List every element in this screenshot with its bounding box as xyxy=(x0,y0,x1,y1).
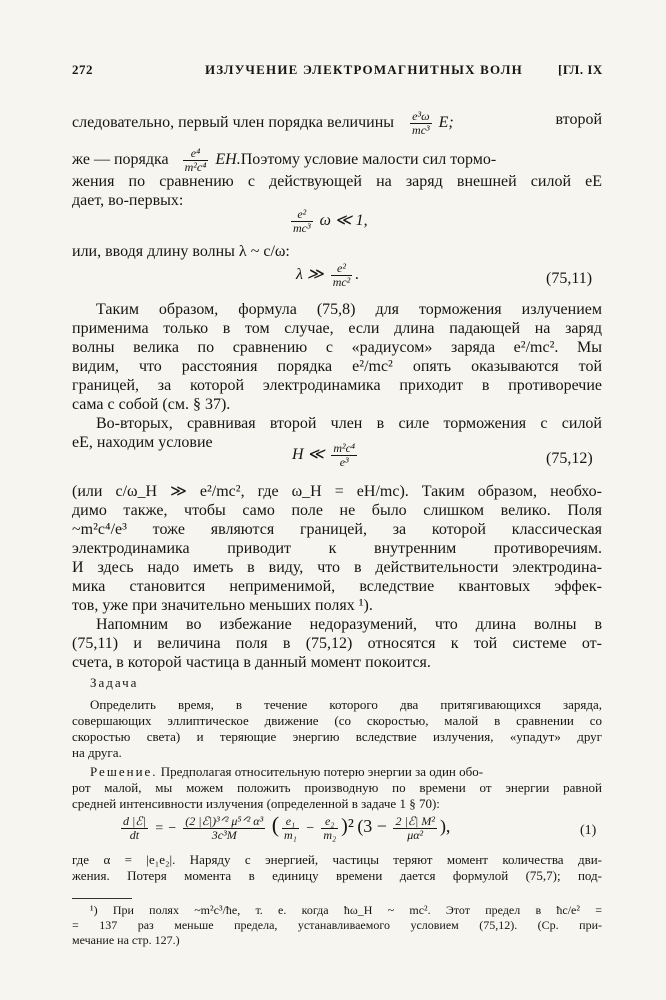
equation-number: (1) xyxy=(580,823,597,838)
text-line: следовательно, первый член порядка величины $\frac{\text{e³ω}}{\text{mc³}}$ E; второй xyxy=(72,109,602,137)
text-line: сама с собой (см. § 37). xyxy=(72,396,231,413)
problem-line: на друга. xyxy=(72,745,122,760)
problem-line: совершающих эллиптическое движение (со скоростью, малой в сравнении со xyxy=(72,713,602,728)
text-line: (75,11) и величина поля в (75,12) относятся к той системе от- xyxy=(72,635,602,652)
solution-line: средней интенсивности излучения (определенной в задаче 1 § 70): xyxy=(72,796,440,811)
equation-number: (75,12) xyxy=(546,450,593,467)
solution-line: рот малой, мы можем положить производную по времени от энергии равной xyxy=(72,780,602,795)
text-line: Напомним во избежание недоразумений, что длина волны в xyxy=(96,616,602,633)
text-line: применима только в том случае, если длина падающей на заряд xyxy=(72,320,602,337)
problem-line: Определить время, в течение которого два притягивающихся заряда, xyxy=(90,697,602,712)
text-line: же — порядка $\frac{\text{e⁴}}{\text{m²c⁴}}$ EH.Поэтому условие малости сил тормо- xyxy=(72,146,497,174)
text-line: дает, во-первых: xyxy=(72,192,184,209)
equation-75-12: H ≪ $\frac{\text{m²c⁴}}{\text{e³}}$ xyxy=(292,441,356,469)
text-line: eE, находим условие xyxy=(72,434,213,451)
running-title: ИЗЛУЧЕНИЕ ЭЛЕКТРОМАГНИТНЫХ ВОЛН xyxy=(205,62,523,77)
equation-condition-1: $\frac{\text{e²}}{\text{mc³}}$ ω ≪ 1, xyxy=(293,207,368,235)
text-line: электродинамика приводит к внутренним противоречиям. xyxy=(72,540,602,557)
text-line: границей, за которой электродинамика приходит в противоречие xyxy=(72,377,602,394)
text-line: Во-вторых, сравнивая второй член в силе торможения с силой xyxy=(96,415,602,432)
fraction: $\frac{\text{e⁴}}{\text{m²c⁴}}$ xyxy=(184,146,207,174)
footnote-line: ¹) При полях ~m²c³/ħe, т. е. когда ħω_H ~ mc². Этот предел в ħc/e² = xyxy=(90,903,602,917)
footnote-rule xyxy=(72,898,132,899)
solution-line: где α = |e₁e₂|. Наряду с энергией, частицы теряют момент количества дви- xyxy=(72,852,602,867)
solution-line: жения. Потеря момента в единицу времени дается формулой (75,7); под- xyxy=(72,868,602,883)
text-line: тов, уже при значительно меньших полях ¹). xyxy=(72,597,373,614)
text-line: И здесь надо иметь в виду, что в действительности электродина- xyxy=(72,559,602,576)
text-line: (или c/ω_H ≫ e²/mc², где ω_H = eH/mc). Таким образом, необхо- xyxy=(72,483,602,500)
solution-line: Решение. Предполагая относительную потерю энергии за один обо- xyxy=(90,764,484,779)
footnote-line: мечание на стр. 127.) xyxy=(72,933,180,947)
text-line: Таким образом, формула (75,8) для торможения излучением xyxy=(96,301,602,318)
text-line: счета, в которой частица в данный момент покоится. xyxy=(72,654,431,671)
text-line: ~m²c⁴/e³ тоже являются границей, за которой классическая xyxy=(72,521,602,538)
text-line: или, вводя длину волны λ ~ c/ω: xyxy=(72,243,290,260)
text-line: жения по сравнению с действующей на заряд внешней силой eE xyxy=(72,173,602,190)
footnote-line: = 137 раз меньше предела, устанавливаемого условием (75,12). (Ср. при- xyxy=(72,918,602,932)
equation-75-11: λ ≫ $\frac{\text{e²}}{\text{mc²}}$ . xyxy=(296,261,360,289)
text-line: видим, что расстояния порядка e²/mc² опять оказываются той xyxy=(72,358,602,375)
problem-heading: Задача xyxy=(90,675,139,690)
equation-number: (75,11) xyxy=(546,270,593,287)
text-line: димо также, чтобы само поле не было слишком велико. Поля xyxy=(72,502,602,519)
fraction: $\frac{\text{e³ω}}{\text{mc³}}$ xyxy=(412,109,430,137)
equation-1: $\frac{\text{d |ℰ|}}{dt}$ = − $\frac{\text{(2 |ℰ|)³ᐟ² μ⁵ᐟ² α³}}{\text{3c³M}}$ ( $\frac{\text{e₁}}{\text{m₁}}$ − $\frac{\text{e₂}}{\text{m₂}}$ )² (3 − $\frac{\text{2 |ℰ| M²}}{\text{μα²}}$ ), xyxy=(123,812,451,843)
text-line: волны велика по сравнению с «радиусом» заряда e²/mc². Мы xyxy=(72,339,602,356)
text-line: мика становится неприменимой, вследствие квантовых эффек- xyxy=(72,578,602,595)
problem-line: скоростью света) и теряющие энергию вследствие излучения, «упадут» друг xyxy=(72,729,602,744)
page-number: 272 xyxy=(72,62,93,77)
solution-label: Решение. xyxy=(90,764,158,779)
chapter-label: [ГЛ. IX xyxy=(558,62,603,77)
